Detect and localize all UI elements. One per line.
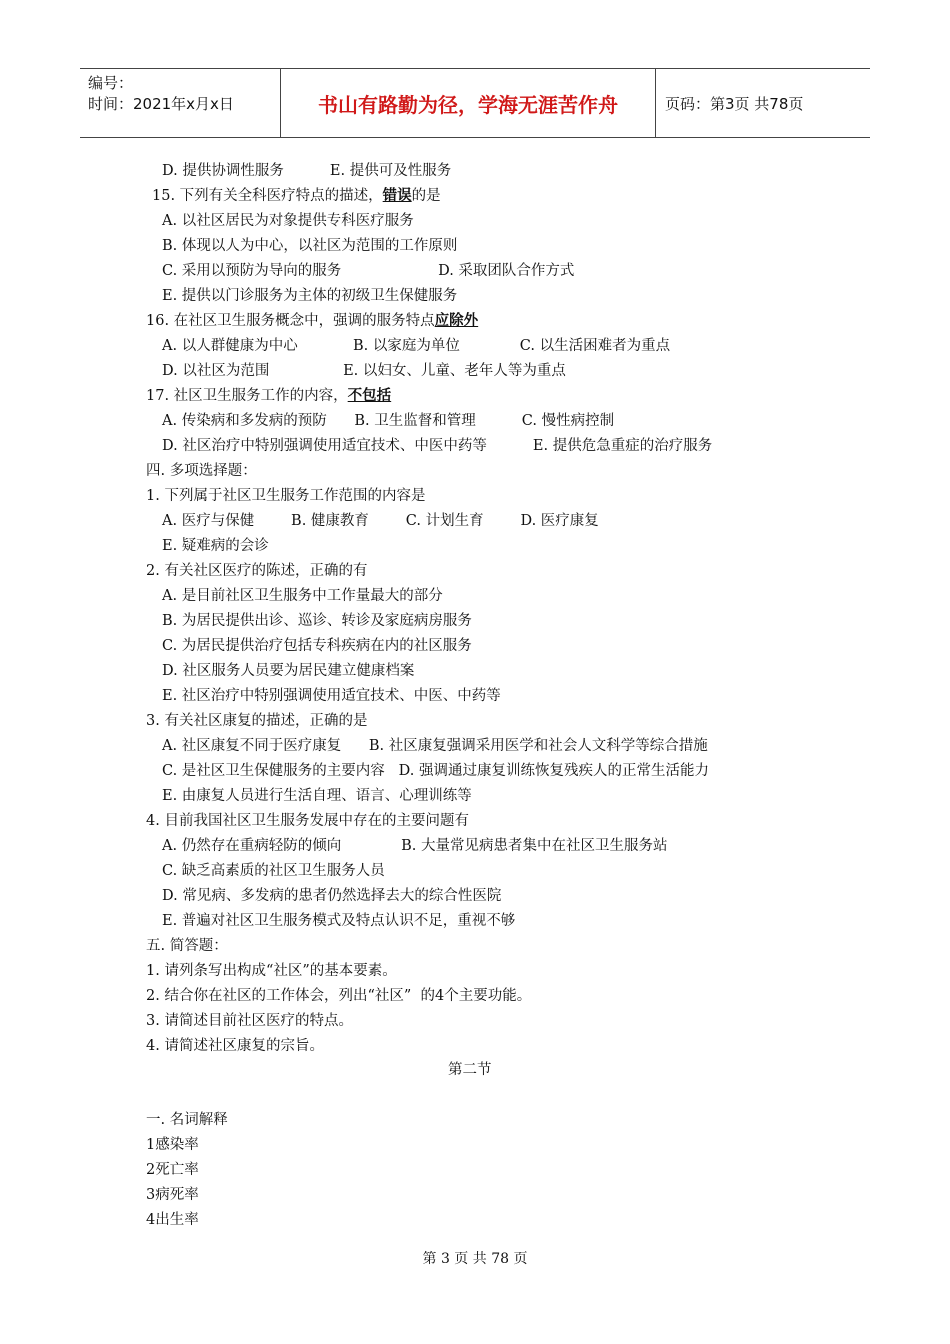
- emphasis-text: 不包括: [347, 387, 392, 404]
- text-line: 3. 请简述目前社区医疗的特点。: [146, 1013, 353, 1029]
- emphasis-text: 错误: [382, 187, 412, 204]
- text-line: D. 常见病、多发病的患者仍然选择去大的综合性医院: [162, 888, 502, 904]
- text-line: C. 采用以预防为导向的服务 D. 采取团队合作方式: [162, 263, 575, 279]
- header-page-info: 页码：第3页 共78页: [665, 94, 804, 113]
- header-number: 编号：: [88, 74, 134, 92]
- text-line: [146, 386, 391, 406]
- text-line: [146, 311, 478, 331]
- text-line: A. 是目前社区卫生服务中工作量最大的部分: [162, 588, 443, 604]
- text-line: D. 社区治疗中特别强调使用适宜技术、中医中药等 E. 提供危急重症的治疗服务: [162, 438, 713, 454]
- text-line: C. 是社区卫生保健服务的主要内容 D. 强调通过康复训练恢复残疾人的正常生活能力: [162, 763, 709, 779]
- question-text: 17. 社区卫生服务工作的内容，: [146, 388, 348, 404]
- text-line: 2. 结合你在社区的工作体会，列出“社区” 的4个主要功能。: [146, 988, 532, 1004]
- text-line: 五. 简答题：: [146, 938, 228, 954]
- page-footer: 第 3 页 共 78 页: [422, 1251, 528, 1267]
- text-line: 四. 多项选择题：: [146, 463, 257, 479]
- text-line: E. 普遍对社区卫生服务模式及特点认识不足，重视不够: [162, 913, 516, 929]
- text-line: 4. 请简述社区康复的宗旨。: [146, 1038, 324, 1054]
- text-line: 第二节: [448, 1062, 492, 1078]
- text-line: 2死亡率: [146, 1162, 199, 1178]
- text-line: A. 传染病和多发病的预防 B. 卫生监督和管理 C. 慢性病控制: [162, 413, 615, 429]
- text-line: 4. 目前我国社区卫生服务发展中存在的主要问题有: [146, 813, 469, 829]
- text-line: E. 提供以门诊服务为主体的初级卫生保健服务: [162, 288, 458, 304]
- text-line: A. 以社区居民为对象提供专科医疗服务: [162, 213, 414, 229]
- text-line: 3病死率: [146, 1187, 199, 1203]
- text-line: 3. 有关社区康复的描述，正确的是: [146, 713, 368, 729]
- text-line: 2. 有关社区医疗的陈述，正确的有: [146, 563, 368, 579]
- text-line: A. 社区康复不同于医疗康复 B. 社区康复强调采用医学和社会人文科学等综合措施: [162, 738, 708, 754]
- header-meta: [80, 69, 281, 137]
- text-line: B. 为居民提供出诊、巡诊、转诊及家庭病房服务: [162, 613, 472, 629]
- text-line: D. 提供协调性服务 E. 提供可及性服务: [162, 163, 452, 179]
- emphasis-text: 应除外: [434, 312, 479, 329]
- question-text-tail: 的是: [411, 188, 441, 204]
- page-header: [80, 68, 870, 138]
- text-line: 4出生率: [146, 1212, 199, 1228]
- text-line: E. 疑难病的会诊: [162, 538, 269, 554]
- text-line: A. 以人群健康为中心 B. 以家庭为单位 C. 以生活困难者为重点: [162, 338, 671, 354]
- text-line: B. 体现以人为中心，以社区为范围的工作原则: [162, 238, 458, 254]
- text-line: C. 为居民提供治疗包括专科疾病在内的社区服务: [162, 638, 472, 654]
- text-line: 1. 下列属于社区卫生服务工作范围的内容是: [146, 488, 426, 504]
- text-line: A. 医疗与保健 B. 健康教育 C. 计划生育 D. 医疗康复: [162, 513, 599, 529]
- header-time: 时间：2021年x月x日: [88, 95, 234, 113]
- text-line: C. 缺乏高素质的社区卫生服务人员: [162, 863, 385, 879]
- text-line: D. 社区服务人员要为居民建立健康档案: [162, 663, 415, 679]
- text-line: E. 由康复人员进行生活自理、语言、心理训练等: [162, 788, 472, 804]
- question-text: 16. 在社区卫生服务概念中，强调的服务特点: [146, 313, 435, 329]
- text-line: A. 仍然存在重病轻防的倾向 B. 大量常见病患者集中在社区卫生服务站: [162, 838, 668, 854]
- question-text: 15. 下列有关全科医疗特点的描述，: [152, 188, 383, 204]
- text-line: 1感染率: [146, 1137, 199, 1153]
- text-line: 1. 请列条写出构成“社区”的基本要素。: [146, 963, 397, 979]
- text-line: D. 以社区为范围 E. 以妇女、儿童、老年人等为重点: [162, 363, 566, 379]
- text-line: 一. 名词解释: [146, 1112, 228, 1128]
- text-line: [152, 186, 441, 206]
- text-line: E. 社区治疗中特别强调使用适宜技术、中医、中药等: [162, 688, 501, 704]
- header-motto: 书山有路勤为径，学海无涯苦作舟: [281, 69, 656, 137]
